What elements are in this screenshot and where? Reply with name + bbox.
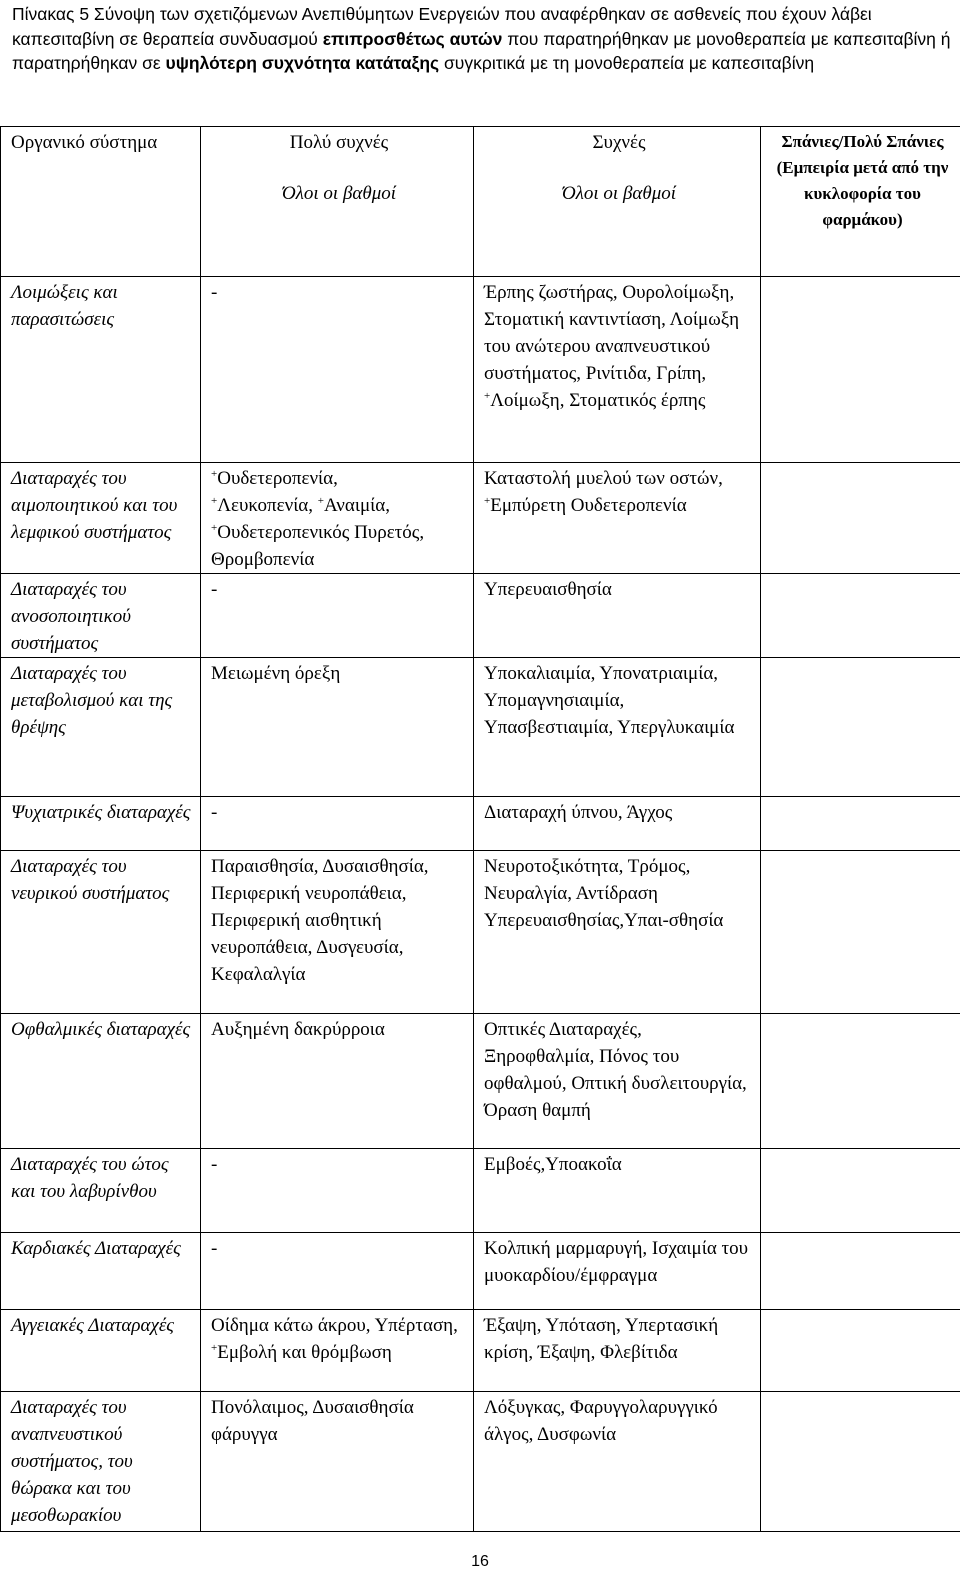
table-row [1,851,960,1014]
table-caption [12,2,952,76]
rare-cell [761,1233,960,1310]
table-row [1,1392,960,1532]
rare-cell [761,277,960,463]
very-common-cell: - [201,797,474,851]
organ-cell: Διαταραχές του νευρικού συστήματος [1,851,201,1014]
page-number: 16 [471,1553,489,1570]
common-cell: Κολπική μαρμαρυγή, Ισχαιμία του μυοκαρδίου/έμφραγμα [474,1233,761,1310]
rare-cell [761,463,960,574]
table-row [1,658,960,797]
caption-text-2: που παρατηρήθηκαν με μονοθεραπεία με καπεσιταβίνη ή παρατηρήθηκαν σε [12,28,951,73]
table-row [1,574,960,658]
table-row [1,797,960,851]
header-common: Συχνές Όλοι οι βαθμοί [474,127,761,277]
organ-cell: Διαταραχές του αναπνευστικού συστήματος, του θώρακα και του μεσοθωρακίου [1,1392,201,1532]
rare-cell [761,1392,960,1532]
rare-cell [761,1149,960,1233]
rare-cell [761,851,960,1014]
header-very-common-sub: Όλοι οι βαθμοί [281,183,397,204]
common-cell: Λόξυγκας, Φαρυγγολαρυγγικό άλγος, Δυσφωνία [474,1392,761,1532]
common-cell: Έρπης ζωστήρας, Ουρολοίμωξη, Στοματική καντιντίαση, Λοίμωξη του ανώτερου αναπνευστικού συστήματος, Ρινίτιδα, Γρίπη, +Λοίμωξη, Στοματικός έρπης [474,277,761,463]
organ-cell: Διαταραχές του αιμοποιητικού και του λεμφικού συστήματος [1,463,201,574]
organ-cell: Διαταραχές του ώτος και του λαβυρίνθου [1,1149,201,1233]
caption-bold-1: επιπροσθέτως αυτών [322,28,503,49]
organ-cell: Αγγειακές Διαταραχές [1,1310,201,1392]
table-row [1,1233,960,1310]
common-cell: Υποκαλιαιμία, Υπονατριαιμία, Υπομαγνησιαιμία, Υπασβεστιαιμία, Υπεργλυκαιμία [474,658,761,797]
caption-text: Πίνακας 5 Σύνοψη των σχετιζόμενων Ανεπιθύμητων Ενεργειών που αναφέρθηκαν σε ασθενείς που έχουν λάβει καπεσιταβίνη σε θεραπεία συνδυασμού [12,4,872,49]
organ-cell: Οφθαλμικές διαταραχές [1,1014,201,1149]
organ-cell: Ψυχιατρικές διαταραχές [1,797,201,851]
adverse-reactions-table [0,126,960,1532]
very-common-cell: Αυξημένη δακρύρροια [201,1014,474,1149]
header-rare: Σπάνιες/Πολύ Σπάνιες (Εμπειρία μετά από την κυκλοφορία του φαρμάκου) [761,127,960,277]
very-common-cell: - [201,1233,474,1310]
very-common-cell: Οίδημα κάτω άκρου, Υπέρταση, +Εμβολή και θρόμβωση [201,1310,474,1392]
table-header-row [1,127,960,277]
rare-cell [761,1310,960,1392]
caption-bold-2: υψηλότερη συχνότητα κατάταξης [165,53,440,73]
rare-cell [761,797,960,851]
very-common-cell: - [201,574,474,658]
rare-cell [761,574,960,658]
organ-cell: Διαταραχές του ανοσοποιητικού συστήματος [1,574,201,658]
common-cell: Διαταραχή ύπνου, Άγχος [474,797,761,851]
rare-cell [761,1014,960,1149]
header-common-sub: Όλοι οι βαθμοί [561,183,677,204]
organ-cell: Διαταραχές του μεταβολισμού και της θρέψης [1,658,201,797]
very-common-cell: Παραισθησία, Δυσαισθησία, Περιφερική νευροπάθεια, Περιφερική αισθητική νευροπάθεια, Δυσγευσία, Κεφαλαλγία [201,851,474,1014]
common-cell: Έξαψη, Υπόταση, Υπερτασική κρίση, Έξαψη, Φλεβίτιδα [474,1310,761,1392]
very-common-cell: +Ουδετεροπενία, +Λευκοπενία, +Αναιμία, +Ουδετεροπενικός Πυρετός, Θρομβοπενία [201,463,474,574]
table-row [1,1014,960,1149]
common-cell: Νευροτοξικότητα, Τρόμος, Νευραλγία, Αντίδραση Υπερευαισθησίας,Υπαι-σθησία [474,851,761,1014]
caption-text-3: συγκριτικά με τη μονοθεραπεία με καπεσιταβίνη [439,53,815,73]
common-cell: Οπτικές Διαταραχές, Ξηροφθαλμία, Πόνος του οφθαλμού, Οπτική δυσλειτουργία, Όραση θαμπή [474,1014,761,1149]
common-cell: Υπερευαισθησία [474,574,761,658]
header-very-common: Πολύ συχνές Όλοι οι βαθμοί [201,127,474,277]
organ-cell: Καρδιακές Διαταραχές [1,1233,201,1310]
organ-cell: Λοιμώξεις και παρασιτώσεις [1,277,201,463]
rare-cell [761,658,960,797]
table-row [1,463,960,574]
table-row [1,277,960,463]
table-row [1,1149,960,1233]
very-common-cell: Πονόλαιμος, Δυσαισθησία φάρυγγα [201,1392,474,1532]
common-cell: Εμβοές,Υποακοΐα [474,1149,761,1233]
very-common-cell: - [201,277,474,463]
header-organ-system: Οργανικό σύστημα [1,127,201,277]
very-common-cell: Μειωμένη όρεξη [201,658,474,797]
common-cell: Καταστολή μυελού των οστών, +Εμπύρετη Ουδετεροπενία [474,463,761,574]
very-common-cell: - [201,1149,474,1233]
table-row [1,1310,960,1392]
